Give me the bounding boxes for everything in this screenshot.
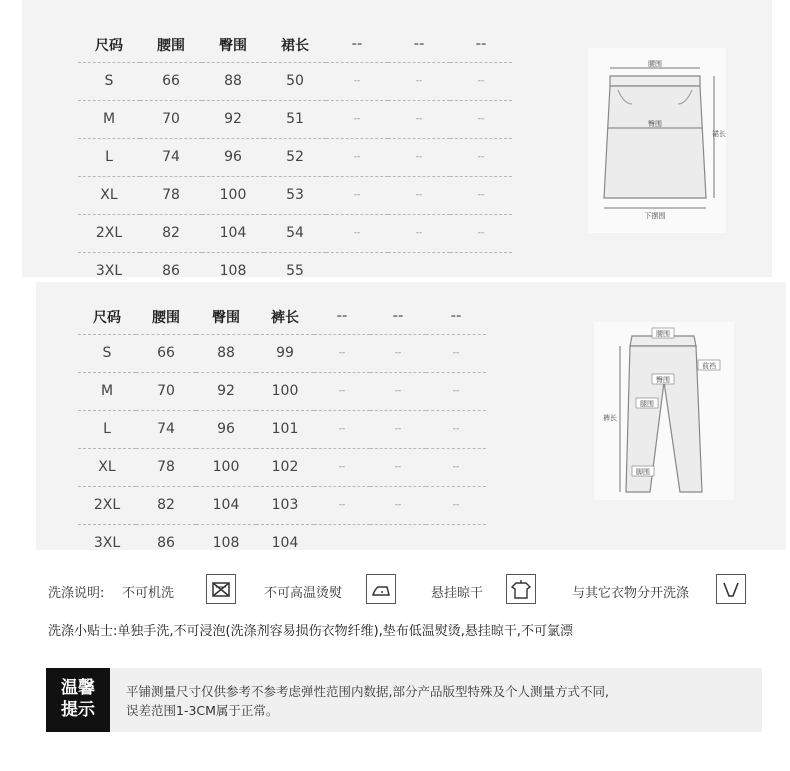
placeholder-cell: -- bbox=[450, 138, 512, 176]
table-row bbox=[78, 334, 486, 372]
measurement-cell: 99 bbox=[256, 334, 314, 372]
notice-badge bbox=[46, 668, 110, 732]
hem-label: 脚围 bbox=[636, 468, 650, 476]
table-row bbox=[78, 524, 486, 562]
measurement-cell: 88 bbox=[196, 334, 256, 372]
placeholder-cell bbox=[370, 524, 426, 562]
header-placeholder: -- bbox=[450, 309, 462, 325]
measurement-cell: 96 bbox=[196, 410, 256, 448]
placeholder-cell: -- bbox=[426, 372, 486, 410]
placeholder-cell: -- bbox=[388, 100, 450, 138]
measurement-cell: 101 bbox=[256, 410, 314, 448]
measurement-cell: 86 bbox=[140, 252, 202, 290]
placeholder-cell: -- bbox=[388, 214, 450, 252]
placeholder-cell: -- bbox=[326, 138, 388, 176]
rise-label: 前裆 bbox=[702, 362, 716, 370]
measurement-cell: 70 bbox=[140, 100, 202, 138]
size-cell: 2XL bbox=[78, 486, 136, 524]
placeholder-cell: -- bbox=[314, 410, 370, 448]
notice-text-line2: 误差范围1-3CM属于正常。 bbox=[126, 703, 279, 718]
table-row bbox=[78, 138, 512, 176]
notice-badge-line1: 温馨 bbox=[61, 678, 95, 698]
placeholder-cell bbox=[326, 252, 388, 290]
skirt-size-table bbox=[78, 28, 512, 290]
measurement-cell: 82 bbox=[136, 486, 196, 524]
placeholder-cell: -- bbox=[370, 372, 426, 410]
measurement-cell: 108 bbox=[202, 252, 264, 290]
size-cell: M bbox=[78, 100, 140, 138]
waist-label: 腰围 bbox=[648, 60, 662, 68]
placeholder-cell: -- bbox=[370, 486, 426, 524]
placeholder-cell: -- bbox=[314, 486, 370, 524]
placeholder-cell: -- bbox=[426, 448, 486, 486]
placeholder-cell bbox=[450, 252, 512, 290]
care-title: 洗涤说明: bbox=[48, 586, 105, 601]
placeholder-cell: -- bbox=[370, 410, 426, 448]
measurement-cell: 104 bbox=[256, 524, 314, 562]
measurement-cell: 104 bbox=[202, 214, 264, 252]
washing-tip: 洗涤小贴士:单独手洗,不可浸泡(洗涤剂容易损伤衣物纤维),垫布低温熨烫,悬挂晾干,不可氯漂 bbox=[48, 624, 574, 639]
table-row bbox=[78, 372, 486, 410]
measurement-cell: 55 bbox=[264, 252, 326, 290]
placeholder-cell: -- bbox=[426, 486, 486, 524]
skirt-measurement-diagram bbox=[588, 48, 726, 233]
placeholder-cell bbox=[388, 252, 450, 290]
no-machine-wash-icon bbox=[206, 574, 236, 604]
measurement-cell: 52 bbox=[264, 138, 326, 176]
hang-dry-label: 悬挂晾干 bbox=[431, 586, 484, 601]
placeholder-cell: -- bbox=[326, 176, 388, 214]
header-placeholder: -- bbox=[351, 37, 363, 53]
measurement-cell: 100 bbox=[256, 372, 314, 410]
table-header-row bbox=[78, 28, 512, 62]
table-row bbox=[78, 252, 512, 290]
table-row bbox=[78, 214, 512, 252]
measurement-cell: 96 bbox=[202, 138, 264, 176]
size-cell: 3XL bbox=[78, 524, 136, 562]
notice-badge-line2: 提示 bbox=[61, 700, 95, 720]
measurement-cell: 78 bbox=[140, 176, 202, 214]
pants-size-table bbox=[78, 300, 486, 562]
waist-label: 腰围 bbox=[656, 330, 670, 338]
size-cell: XL bbox=[78, 176, 140, 214]
measurement-cell: 100 bbox=[202, 176, 264, 214]
care-instructions bbox=[48, 574, 768, 610]
placeholder-cell bbox=[426, 524, 486, 562]
placeholder-cell: -- bbox=[388, 138, 450, 176]
notice-text-line1: 平铺测量尺寸仅供参考不参考虑弹性范围内数据,部分产品版型特殊及个人测量方式不同, bbox=[126, 684, 609, 699]
table-row bbox=[78, 62, 512, 100]
measurement-cell: 88 bbox=[202, 62, 264, 100]
no-high-temp-iron-label: 不可高温烫熨 bbox=[264, 586, 343, 601]
placeholder-cell: -- bbox=[326, 214, 388, 252]
pants-measurement-diagram bbox=[594, 322, 734, 500]
placeholder-cell: -- bbox=[370, 448, 426, 486]
measurement-cell: 70 bbox=[136, 372, 196, 410]
length-label: 裤长 bbox=[603, 414, 617, 422]
header-size: 尺码 bbox=[93, 309, 121, 326]
header-placeholder: -- bbox=[413, 37, 425, 53]
header-hip: 臀围 bbox=[212, 309, 240, 326]
table-header-row bbox=[78, 300, 486, 334]
table-row bbox=[78, 448, 486, 486]
hanging-shirt-icon bbox=[506, 574, 536, 604]
header-length: 裙长 bbox=[281, 37, 309, 54]
size-cell: M bbox=[78, 372, 136, 410]
size-cell: L bbox=[78, 410, 136, 448]
skirt-outline-icon bbox=[588, 48, 726, 233]
measurement-cell: 104 bbox=[196, 486, 256, 524]
wash-separately-icon bbox=[716, 574, 746, 604]
measurement-cell: 92 bbox=[202, 100, 264, 138]
measurement-cell: 78 bbox=[136, 448, 196, 486]
measurement-cell: 102 bbox=[256, 448, 314, 486]
notice-box bbox=[46, 668, 762, 732]
wash-separately-label: 与其它衣物分开洗涤 bbox=[572, 586, 690, 601]
header-placeholder: -- bbox=[475, 37, 487, 53]
placeholder-cell: -- bbox=[450, 176, 512, 214]
header-hip: 臀围 bbox=[219, 37, 247, 54]
measurement-cell: 66 bbox=[140, 62, 202, 100]
header-waist: 腰围 bbox=[157, 37, 185, 54]
placeholder-cell: -- bbox=[314, 334, 370, 372]
placeholder-cell: -- bbox=[388, 176, 450, 214]
measurement-cell: 103 bbox=[256, 486, 314, 524]
table-row bbox=[78, 486, 486, 524]
hip-label: 臀围 bbox=[656, 376, 670, 384]
placeholder-cell: -- bbox=[326, 62, 388, 100]
placeholder-cell: -- bbox=[370, 334, 426, 372]
header-length: 裤长 bbox=[271, 309, 299, 326]
top-strip bbox=[22, 0, 772, 22]
table-row bbox=[78, 100, 512, 138]
placeholder-cell: -- bbox=[426, 410, 486, 448]
hem-label: 下摆围 bbox=[644, 212, 666, 220]
header-size: 尺码 bbox=[95, 37, 123, 54]
no-machine-wash-label: 不可机洗 bbox=[122, 586, 175, 601]
size-cell: L bbox=[78, 138, 140, 176]
measurement-cell: 74 bbox=[140, 138, 202, 176]
table-row bbox=[78, 176, 512, 214]
placeholder-cell: -- bbox=[314, 448, 370, 486]
thigh-label: 腿围 bbox=[640, 400, 654, 408]
table-row bbox=[78, 410, 486, 448]
notice-text bbox=[126, 682, 746, 720]
placeholder-cell: -- bbox=[426, 334, 486, 372]
placeholder-cell: -- bbox=[326, 100, 388, 138]
length-label: 裙长 bbox=[712, 130, 726, 138]
placeholder-cell: -- bbox=[314, 372, 370, 410]
header-placeholder: -- bbox=[336, 309, 348, 325]
placeholder-cell: -- bbox=[450, 100, 512, 138]
header-waist: 腰围 bbox=[152, 309, 180, 326]
header-placeholder: -- bbox=[392, 309, 404, 325]
measurement-cell: 86 bbox=[136, 524, 196, 562]
hip-label: 臀围 bbox=[648, 120, 662, 128]
size-cell: 2XL bbox=[78, 214, 140, 252]
size-cell: 3XL bbox=[78, 252, 140, 290]
measurement-cell: 50 bbox=[264, 62, 326, 100]
placeholder-cell: -- bbox=[388, 62, 450, 100]
iron-icon bbox=[366, 574, 396, 604]
size-cell: XL bbox=[78, 448, 136, 486]
measurement-cell: 92 bbox=[196, 372, 256, 410]
measurement-cell: 54 bbox=[264, 214, 326, 252]
measurement-cell: 66 bbox=[136, 334, 196, 372]
measurement-cell: 82 bbox=[140, 214, 202, 252]
measurement-cell: 53 bbox=[264, 176, 326, 214]
placeholder-cell: -- bbox=[450, 214, 512, 252]
measurement-cell: 100 bbox=[196, 448, 256, 486]
measurement-cell: 108 bbox=[196, 524, 256, 562]
size-cell: S bbox=[78, 334, 136, 372]
measurement-cell: 51 bbox=[264, 100, 326, 138]
size-cell: S bbox=[78, 62, 140, 100]
placeholder-cell: -- bbox=[450, 62, 512, 100]
placeholder-cell bbox=[314, 524, 370, 562]
measurement-cell: 74 bbox=[136, 410, 196, 448]
pants-outline-icon bbox=[594, 322, 734, 500]
